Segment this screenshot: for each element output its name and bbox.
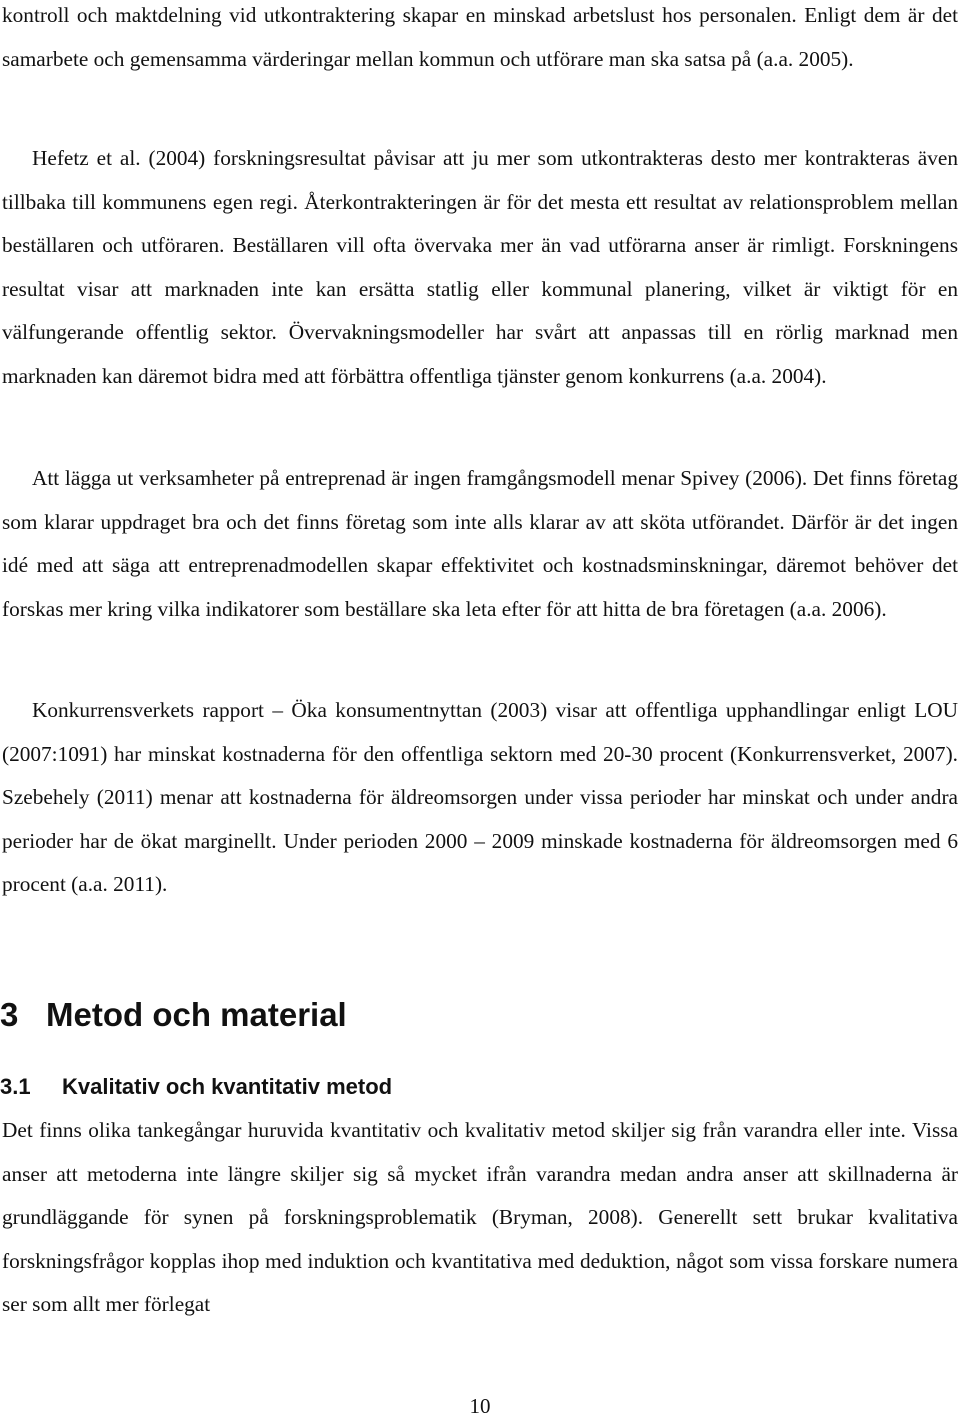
paragraph-hefetz: Hefetz et al. (2004) forskningsresultat påvisar att ju mer som utkontrakteras desto mer kontrakteras även tillbaka till kommunens egen regi. Återkontrakteringen är för det mesta ett resultat av relationsproblem mellan beställaren och utföraren. Beställaren vill ofta övervaka mer än vad utförarna anser är rimligt. Forskningens resultat visar att marknaden inte kan ersätta statlig eller kommunal planering, vilket är viktigt för en välfungerande offentlig sektor. Övervakningsmodeller har svårt att anpassas till en rörlig marknad men marknaden kan däremot bidra med att förbättra offentliga tjänster genom konkurrens (a.a. 2004). bbox=[2, 146, 958, 388]
subsection-number: 3.1 bbox=[0, 1074, 31, 1099]
paragraph-spivey: Att lägga ut verksamheter på entreprenad är ingen framgångsmodell menar Spivey (2006). Det finns företag som klarar uppdraget bra och det finns företag som inte alls klarar av att sköta utförandet. Därför är det ingen idé med att säga att entreprenadmodellen skapar effektivitet och kostnadsminskningar, däremot behöver det forskas mer kring vilka indikatorer som beställare ska leta efter för att hitta de bra företagen (a.a. 2006). bbox=[2, 466, 958, 621]
paragraph-continued: kontroll och maktdelning vid utkontraktering skapar en minskad arbetslust hos personalen. Enligt dem är det samarbete och gemensamma värderingar mellan kommun och utförare man ska satsa på (a.a. 2005). bbox=[2, 3, 958, 71]
subsection-heading bbox=[0, 1071, 392, 1103]
paragraph-konkurrensverket: Konkurrensverkets rapport – Öka konsumentnyttan (2003) visar att offentliga upphandlingar enligt LOU (2007:1091) har minskat kostnaderna för den offentliga sektorn med 20-30 procent (Konkurrensverket, 2007). Szebehely (2011) menar att kostnaderna för äldreomsorgen under vissa perioder har minskat och under andra perioder har de ökat marginellt. Under perioden 2000 – 2009 minskade kostnaderna för äldreomsorgen med 6 procent (a.a. 2011). bbox=[2, 698, 958, 897]
section-number: 3 bbox=[0, 996, 19, 1033]
section-heading bbox=[0, 993, 347, 1037]
section-title: Metod och material bbox=[46, 996, 347, 1033]
paragraph-method: Det finns olika tankegångar huruvida kvantitativ och kvalitativ metod skiljer sig från varandra eller inte. Vissa anser att metoderna inte längre skiljer sig så mycket ifrån varandra medan andra anser att skillnaderna är grundläggande för synen på forskningsproblematik (Bryman, 2008). Generellt sett brukar kvalitativa forskningsfrågor kopplas ihop med induktion och kvantitativa med deduktion, något som vissa forskare numera ser som allt mer förlegat bbox=[2, 1118, 958, 1317]
subsection-title: Kvalitativ och kvantitativ metod bbox=[62, 1074, 393, 1099]
page-number: 10 bbox=[469, 1394, 491, 1418]
